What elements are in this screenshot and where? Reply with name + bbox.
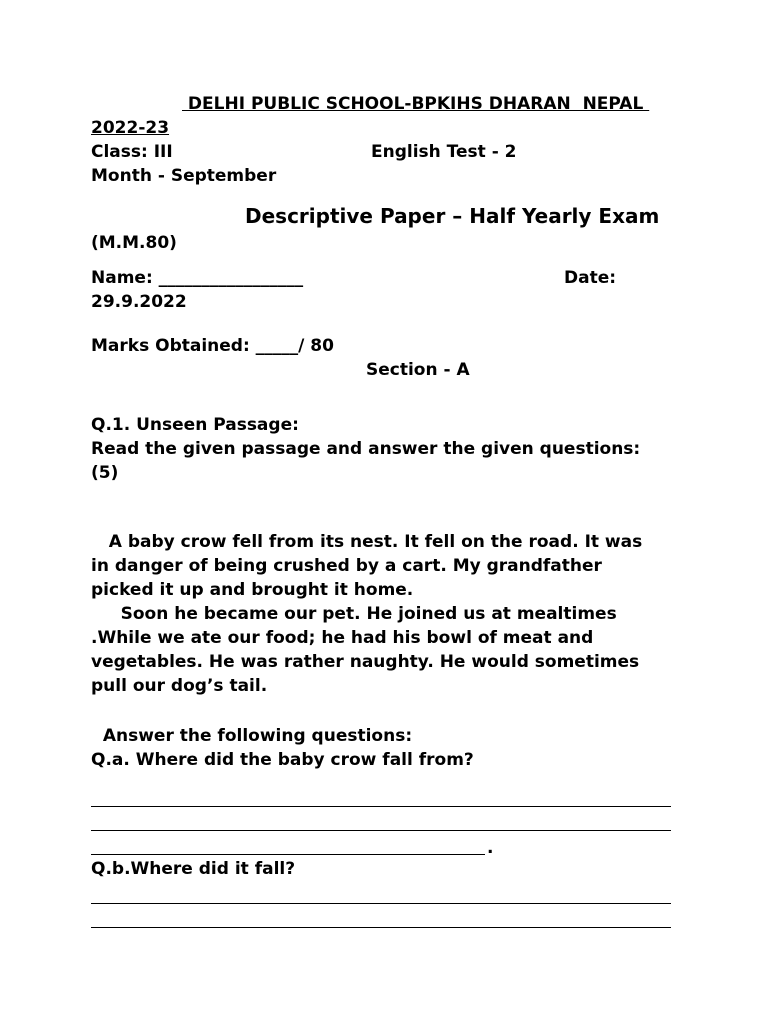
passage-paragraph-2: Soon he became our pet. He joined us at mealtimes .While we ate our food; he had his bowl of meat and vegetables. He was rather naughty. He would sometimes pull our dog’s tail. xyxy=(91,604,640,696)
answer-line xyxy=(91,830,671,831)
date-value: 29.9.2022 xyxy=(91,292,187,312)
answer-line xyxy=(91,903,671,904)
date-label: Date: xyxy=(564,268,617,288)
marks-obtained: Marks Obtained: _____/ 80 xyxy=(91,336,334,356)
question-a: Q.a. Where did the baby crow fall from? xyxy=(91,750,474,770)
passage-paragraph-1: A baby crow fell from its nest. It fell on the road. It was in danger of being crushed by a cart. My grandfather picked it up and brought it home. xyxy=(91,532,643,600)
class-label: Class: III xyxy=(91,142,173,162)
name-field: Name: _________________ xyxy=(91,268,304,288)
question-1-heading: Q.1. Unseen Passage: xyxy=(91,415,299,435)
answer-heading: Answer the following questions: xyxy=(91,726,413,746)
answer-line xyxy=(91,806,671,807)
section-heading: Section - A xyxy=(366,360,470,380)
max-marks: (M.M.80) xyxy=(91,233,177,253)
academic-year: 2022-23 xyxy=(91,118,170,138)
answer-line xyxy=(91,927,671,928)
paper-title: Descriptive Paper – Half Yearly Exam xyxy=(245,204,660,228)
question-1-marks: (5) xyxy=(91,463,119,483)
school-name: DELHI PUBLIC SCHOOL-BPKIHS DHARAN NEPAL xyxy=(182,94,650,114)
test-label: English Test - 2 xyxy=(371,142,517,162)
answer-line xyxy=(91,854,485,855)
month-label: Month - September xyxy=(91,166,277,186)
question-b: Q.b.Where did it fall? xyxy=(91,859,296,879)
question-1-instruction: Read the given passage and answer the given questions: xyxy=(91,439,641,459)
answer-end-dot: . xyxy=(487,838,494,858)
